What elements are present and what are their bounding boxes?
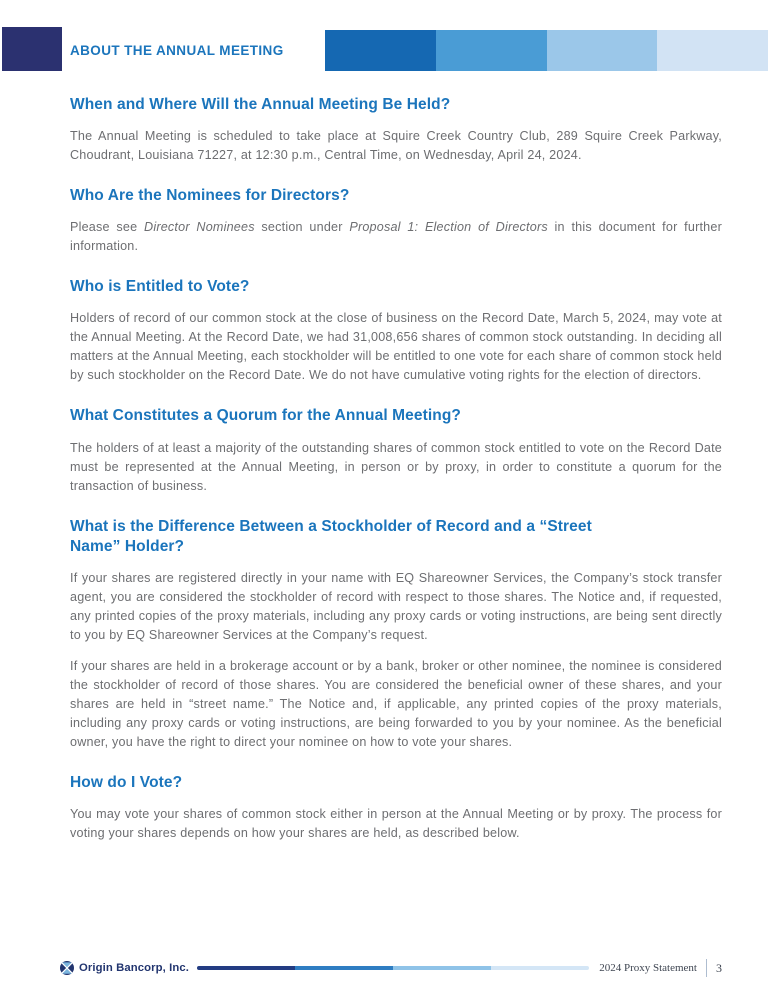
italic-reference: Proposal 1: Election of Directors — [349, 220, 548, 235]
paragraph-text: Please see — [70, 220, 145, 235]
footer-page-number: 3 — [716, 960, 722, 975]
footer-gradient-bar — [197, 966, 589, 970]
italic-reference: Director Nominees — [144, 220, 255, 235]
footer-bar-segment — [491, 966, 589, 970]
section-heading: When and Where Will the Annual Meeting Be Held? — [70, 96, 451, 113]
section-paragraph: Holders of record of our common stock at the close of business on the Record Date, March 5, 2024, may vote at the Annual Meeting. At the Record Date, we had 31,008,656 shares of common stock outstanding. In deciding all matters at the Annual Meeting, each stockholder will be entitled to one vote for each share of common stock held by such stockholder on the Record Date. We do not have cumulative voting rights for the election of directors. — [70, 311, 722, 383]
header-strip-segment — [325, 30, 436, 71]
section-quorum — [70, 406, 722, 495]
page-footer — [0, 956, 768, 980]
paragraph-text: section under — [254, 220, 350, 235]
content-column — [70, 71, 722, 843]
footer-bar-segment — [295, 966, 393, 970]
section-when-where — [70, 95, 722, 165]
heading-line: What is the Difference Between a Stockholder of Record and a “Street — [70, 517, 592, 535]
header-strip-segment — [657, 30, 768, 71]
footer-bar-segment — [197, 966, 295, 970]
section-heading: Who Are the Nominees for Directors? — [70, 187, 350, 205]
section-paragraph: The Annual Meeting is scheduled to take place at Squire Creek Country Club, 289 Squire Creek Parkway, Choudrant, Louisiana 71227, at 12:30 p.m., Central Time, on Wednesday, April 24, 2024. — [70, 129, 722, 163]
footer-company-name: Origin Bancorp, Inc. — [79, 962, 189, 974]
footer-page-divider — [706, 959, 707, 977]
header-strip-segment — [436, 30, 547, 71]
section-street-name-holder — [70, 517, 722, 752]
section-heading: Who is Entitled to Vote? — [70, 278, 250, 296]
section-paragraph: If your shares are registered directly in your name with EQ Shareowner Services, the Company’s stock transfer agent, you are considered the stockholder of record with respect to those shares. The Notice and, if requested, any printed copies of the proxy materials, including any proxy cards or voting instructions, are being sent directly to you by EQ Shareowner Services at the Company’s request. — [70, 570, 722, 642]
section-heading — [70, 517, 722, 557]
section-entitled-to-vote — [70, 277, 722, 385]
origin-bancorp-logo-icon — [60, 961, 74, 975]
footer-bar-segment — [393, 966, 491, 970]
footer-brand — [60, 961, 189, 975]
page-title: ABOUT THE ANNUAL MEETING — [70, 43, 284, 58]
section-paragraph: You may vote your shares of common stock either in person at the Annual Meeting or by proxy. The process for voting your shares depends on how your shares are held, as described below. — [70, 806, 722, 840]
header-strip-segment — [547, 30, 658, 71]
section-how-do-i-vote — [70, 773, 722, 843]
heading-line: Name” Holder? — [70, 537, 185, 555]
section-paragraph: The holders of at least a majority of the outstanding shares of common stock entitled to vote on the Record Date must be represented at the Annual Meeting, in person or by proxy, in order to constitute a quorum for the transaction of business. — [70, 440, 722, 493]
section-heading: How do I Vote? — [70, 773, 183, 791]
section-paragraph: If your shares are held in a brokerage account or by a bank, broker or other nominee, the nominee is considered the stockholder of record of those shares. You are considered the beneficial owner of these shares, and your shares are held in “street name.” The Notice and, if applicable, any printed copies of the proxy materials, including any proxy cards or voting instructions, are being forwarded to you by your nominee. As the beneficial owner, you have the right to direct your nominee on how to vote your shares. — [70, 658, 722, 749]
header-gradient-strip — [325, 30, 768, 71]
footer-document-title: 2024 Proxy Statement — [599, 962, 697, 974]
paragraph-text: in this document for further information. — [70, 220, 722, 254]
section-nominees — [70, 186, 722, 256]
corner-accent-square — [2, 27, 62, 71]
section-paragraph — [70, 218, 722, 256]
section-heading: What Constitutes a Quorum for the Annual Meeting? — [70, 407, 461, 425]
